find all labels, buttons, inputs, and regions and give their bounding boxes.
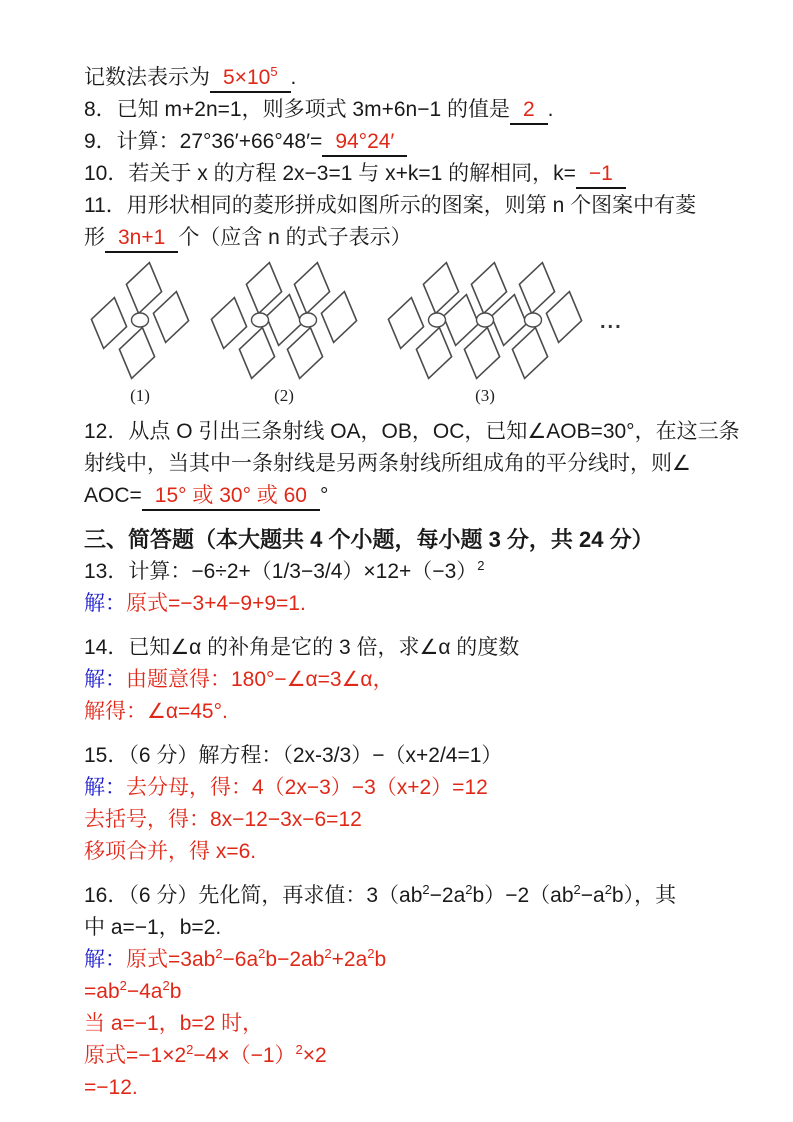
rhombus-shape <box>546 292 581 343</box>
answer-text: 原式=−1×2 <box>84 1044 187 1067</box>
figure-label-3: (3) <box>475 386 495 405</box>
answer-underline <box>510 98 548 125</box>
rhombus-shape <box>491 295 526 346</box>
question-text: 11．用形状相同的菱形拼成如图所示的图案，则第 n 个图案中有菱 <box>84 194 697 217</box>
pattern-ellipsis: ... <box>600 311 623 333</box>
answer-text: ×2 <box>302 1044 327 1067</box>
question-text: 三、简答题（本大题共 4 个小题，每小题 3 分，共 24 分） <box>84 527 654 552</box>
question-text: b），其 <box>611 884 677 907</box>
question-text: 中 a=−1，b=2. <box>84 916 222 939</box>
rhombus-shape <box>443 295 478 346</box>
rhombus-shape <box>287 328 322 379</box>
q14-solution2 <box>84 696 737 728</box>
pattern-circle <box>429 313 446 327</box>
figure-label-2: (2) <box>274 386 294 405</box>
rhombus-shape <box>423 263 458 314</box>
question-text: 16．（6 分）先化简，再求值：3（ab <box>84 884 423 907</box>
answer-text: 2 <box>258 946 266 961</box>
rhombus-shape <box>153 292 188 343</box>
rhombus-shape <box>512 328 547 379</box>
answer-text: 2 <box>119 978 127 993</box>
question-text: 射线中，当其中一条射线是另两条射线所组成角的平分线时，则∠ <box>84 452 691 475</box>
answer-text: 94°24′ <box>335 130 395 153</box>
question-text: −2a <box>429 884 466 907</box>
rhombus-shape <box>91 298 126 349</box>
answer-text: −6a <box>222 948 259 971</box>
rhombus-shape <box>246 263 281 314</box>
answer-underline <box>322 130 407 157</box>
rhombus-pattern-figure <box>84 258 704 406</box>
question-text: 12．从点 O 引出三条射线 OA，OB，OC，已知∠AOB=30°，在这三条 <box>84 420 740 443</box>
answer-text: =−12. <box>84 1076 138 1099</box>
rhombus-shape <box>211 298 246 349</box>
answer-text: b <box>374 948 387 971</box>
question-text: . <box>547 98 554 121</box>
solution-label: 解： <box>84 948 126 971</box>
answer-text: b−2ab <box>265 948 325 971</box>
answer-text: 当 a=−1，b=2 时， <box>84 1012 264 1035</box>
rhombus-shape <box>321 292 356 343</box>
rhombus-shape <box>266 295 301 346</box>
pattern-circle <box>525 313 542 327</box>
answer-text: b <box>169 980 182 1003</box>
answer-text: 去括号，得：8x−12−3x−6=12 <box>84 808 362 831</box>
question-text: 8．已知 m+2n=1，则多项式 3m+6n−1 的值是 <box>84 98 510 121</box>
q15-solution2 <box>84 804 737 836</box>
answer-text: 5 <box>270 64 278 79</box>
question-text: −a <box>580 884 605 907</box>
question-text: AOC= <box>84 484 142 507</box>
solution-label: 解： <box>84 592 126 615</box>
pattern-circle <box>252 313 269 327</box>
answer-text: 5×10 <box>223 66 271 89</box>
q16-solution1 <box>84 944 737 976</box>
question-text: b）−2（ab <box>472 884 574 907</box>
question-text: 2 <box>465 882 473 897</box>
answer-text: 由题意得：180°−∠α=3∠α， <box>126 668 394 691</box>
question-text: 9．计算：27°36′+66°48′= <box>84 130 323 153</box>
rhombus-shape <box>294 263 329 314</box>
answer-text: 2 <box>162 978 170 993</box>
answer-text: 2 <box>522 98 535 121</box>
question-text: 2 <box>604 882 612 897</box>
q12-line3 <box>84 480 737 512</box>
answer-text: =ab <box>84 980 120 1003</box>
answer-text: 2 <box>367 946 375 961</box>
answer-text: −1 <box>588 162 613 185</box>
answer-text: 原式=3ab <box>126 948 216 971</box>
q12-line2 <box>84 448 737 480</box>
answer-text: 2 <box>295 1042 303 1057</box>
q16-line1 <box>84 880 737 912</box>
answer-text: 解得：∠α=45°. <box>84 700 228 723</box>
answer-text: 2 <box>324 946 332 961</box>
question-text: 13．计算：−6÷2+（1/3−3/4）×12+（−3） <box>84 560 478 583</box>
q14-solution1 <box>84 664 737 696</box>
rhombus-shape <box>119 328 154 379</box>
rhombus-shape <box>519 263 554 314</box>
q7-answer-line <box>84 62 737 94</box>
answer-text: −4a <box>126 980 163 1003</box>
answer-text: 移项合并，得 x=6. <box>84 840 257 863</box>
rhombus-shape <box>126 263 161 314</box>
question11-figure <box>84 258 737 412</box>
question-text: 10．若关于 x 的方程 2x−3=1 与 x+k=1 的解相同，k= <box>84 162 576 185</box>
rhombus-shape <box>416 328 451 379</box>
pattern-figure-2 <box>211 263 356 379</box>
rhombus-shape <box>239 328 274 379</box>
question-text: ° <box>320 484 329 507</box>
answer-text: +2a <box>331 948 368 971</box>
solution-label: 解： <box>84 668 126 691</box>
question-text: 2 <box>477 558 485 573</box>
answer-underline <box>142 484 320 511</box>
q15-solution3 <box>84 836 737 868</box>
q13-line <box>84 556 737 588</box>
answer-text: 2 <box>186 1042 194 1057</box>
question-text: 2 <box>422 882 430 897</box>
q10-line <box>84 158 737 190</box>
pattern-circle <box>132 313 149 327</box>
question-text: 15．（6 分）解方程：（2x-3/3）−（x+2/4=1） <box>84 744 503 767</box>
answer-underline <box>105 226 178 253</box>
section3-header <box>84 524 737 556</box>
q8-line <box>84 94 737 126</box>
answer-underline <box>576 162 626 189</box>
q16-solution5 <box>84 1072 737 1104</box>
answer-text: 2 <box>215 946 223 961</box>
answer-text: −4×（−1） <box>193 1044 296 1067</box>
answer-underline <box>210 66 291 93</box>
answer-text: 3n+1 <box>118 226 166 249</box>
pattern-figure-1 <box>91 263 188 379</box>
pattern-figure-3 <box>388 263 581 379</box>
q15-solution1 <box>84 772 737 804</box>
q11-line1 <box>84 190 737 222</box>
pattern-circle <box>477 313 494 327</box>
rhombus-shape <box>388 298 423 349</box>
solution-label: 解： <box>84 776 126 799</box>
answer-text: 原式=−3+4−9+9=1. <box>126 592 306 615</box>
question-text: 个（应含 n 的式子表示） <box>178 226 412 249</box>
question-text: 形 <box>84 226 105 249</box>
rhombus-shape <box>464 328 499 379</box>
q15-line <box>84 740 737 772</box>
q13-solution <box>84 588 737 620</box>
answer-text: 去分母，得：4（2x−3）−3（x+2）=12 <box>126 776 488 799</box>
q16-solution4 <box>84 1040 737 1072</box>
q11-line2 <box>84 222 737 254</box>
q16-solution2 <box>84 976 737 1008</box>
q9-line <box>84 126 737 158</box>
figure-label-1: (1) <box>130 386 150 405</box>
question-text: . <box>290 66 297 89</box>
question-text: 14．已知∠α 的补角是它的 3 倍，求∠α 的度数 <box>84 636 520 659</box>
question-text: 记数法表示为 <box>84 66 210 89</box>
q16-line2 <box>84 912 737 944</box>
rhombus-shape <box>471 263 506 314</box>
q16-solution3 <box>84 1008 737 1040</box>
pattern-circle <box>300 313 317 327</box>
question-text: 2 <box>573 882 581 897</box>
q12-line1 <box>84 416 740 448</box>
q14-line <box>84 632 737 664</box>
answer-text: 15° 或 30° 或 60 <box>154 484 307 507</box>
